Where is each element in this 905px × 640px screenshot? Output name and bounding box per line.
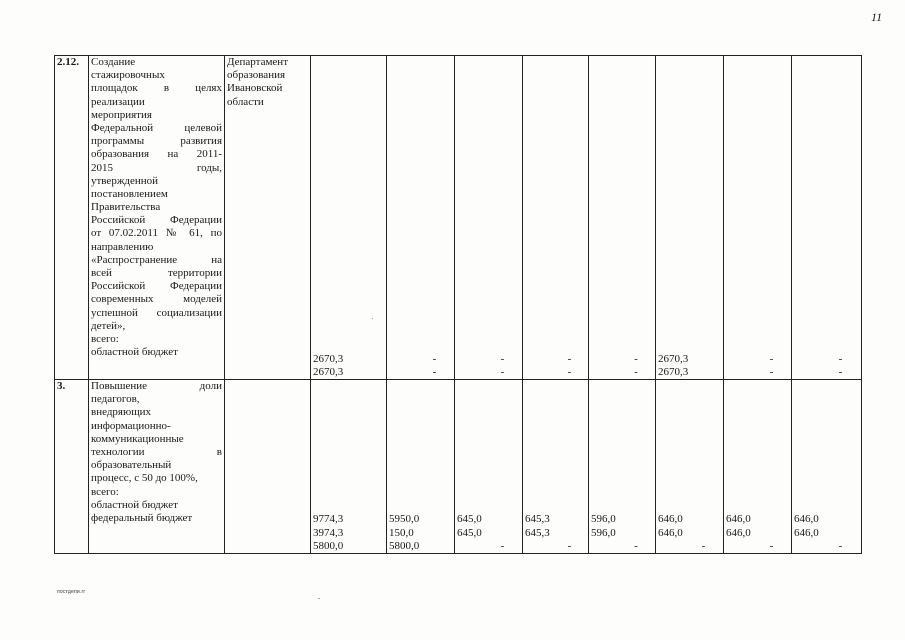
description-line: детей»,: [91, 319, 126, 332]
value: 3974,3: [313, 526, 344, 539]
value: -: [838, 352, 843, 365]
row-number: 3.: [55, 380, 89, 554]
value-cell: [589, 380, 656, 554]
value: 646,0: [794, 526, 819, 539]
value: 645,3: [525, 526, 550, 539]
description-line: направлению: [91, 240, 154, 253]
value: 596,0: [591, 526, 616, 539]
description-line: Создание: [91, 56, 136, 68]
description-line: всего:: [91, 485, 119, 498]
description-line: технологии в: [91, 445, 222, 458]
value: 5800,0: [313, 539, 344, 552]
value: 2670,3: [313, 352, 344, 365]
value-cell: [792, 56, 862, 380]
description-line: площадок в целях: [91, 82, 222, 95]
description-line: информационно-: [91, 419, 171, 432]
footer-mark: постдепи.rr: [57, 589, 86, 595]
scan-speck: [318, 598, 320, 599]
value: 646,0: [794, 513, 819, 526]
value: 150,0: [389, 526, 414, 539]
value-cell: [792, 380, 862, 554]
description-line: образования на 2011-: [91, 148, 222, 161]
responsible-line: области: [227, 95, 264, 108]
value: -: [500, 365, 505, 378]
page-number: 11: [871, 10, 883, 24]
value: 2670,3: [658, 352, 689, 365]
description-line: процесс, с 50 до 100%,: [91, 472, 198, 485]
row-number: 2.12.: [55, 56, 89, 380]
value-cell: [455, 380, 523, 554]
value: -: [500, 352, 505, 365]
value: 645,3: [525, 513, 550, 526]
value-cell: [387, 56, 455, 380]
description-line: Российской Федерации: [91, 214, 222, 227]
description-line: программы развития: [91, 135, 222, 148]
value-cell: [589, 56, 656, 380]
description-line: Российской Федерации: [91, 280, 222, 293]
value: 5950,0: [389, 513, 420, 526]
value-cell: [656, 56, 724, 380]
description-line: от 07.02.2011 № 61, по: [91, 227, 222, 240]
value: -: [769, 365, 774, 378]
responsible-party: [225, 56, 311, 380]
description-line: образовательный: [91, 459, 172, 472]
description-line: «Распространение на: [91, 253, 222, 266]
value: -: [838, 539, 843, 552]
responsible-line: Департамент: [227, 56, 289, 68]
value: 2670,3: [313, 365, 344, 378]
description-line: коммуникационные: [91, 432, 184, 445]
description-line: областной бюджет: [91, 498, 178, 511]
value: -: [769, 352, 774, 365]
value: -: [838, 365, 843, 378]
description-line: современных моделей: [91, 293, 222, 306]
value: -: [567, 365, 572, 378]
description-line: Повышение доли: [91, 380, 222, 392]
description-line: 2015 годы,: [91, 161, 222, 174]
responsible-line: Ивановской: [227, 82, 283, 95]
value: -: [432, 352, 437, 365]
table-row-2-12: [55, 56, 862, 380]
value: -: [634, 539, 638, 552]
value-cell-total: [311, 380, 387, 554]
value: 5800,0: [389, 539, 420, 552]
value-cell: [656, 380, 724, 554]
row-description: [89, 380, 225, 554]
value-cell: [455, 56, 523, 380]
row-description: [89, 56, 225, 380]
value-cell-total: [311, 56, 387, 380]
value-cell: [523, 380, 589, 554]
description-line: стажировочных: [91, 69, 165, 82]
description-line: постановлением: [91, 187, 168, 200]
description-line: внедряющих: [91, 406, 152, 419]
value: 646,0: [726, 513, 751, 526]
description-line: всей территории: [91, 267, 222, 279]
description-line: мероприятия: [91, 108, 152, 121]
scan-speck: [372, 318, 373, 319]
value: -: [634, 352, 638, 365]
value: 596,0: [591, 513, 616, 526]
value: 9774,3: [313, 513, 344, 526]
value: 645,0: [457, 526, 482, 539]
value: -: [500, 539, 505, 552]
budget-table: [54, 55, 862, 554]
value: 646,0: [658, 513, 683, 526]
description-line: областной бюджет: [91, 346, 178, 359]
description-line: Федеральной целевой: [91, 121, 222, 134]
value: 646,0: [658, 526, 683, 539]
value-cell: [523, 56, 589, 380]
value-cell: [387, 380, 455, 554]
description-line: реализации: [91, 95, 145, 108]
description-line: успешной социализации: [91, 306, 222, 319]
value: -: [432, 365, 437, 378]
description-line: педагогов,: [91, 393, 140, 406]
value: -: [769, 539, 774, 552]
description-line: всего:: [91, 332, 119, 345]
value-cell: [724, 56, 792, 380]
responsible-party: [225, 380, 311, 554]
value: 645,0: [457, 513, 482, 526]
value: -: [567, 539, 572, 552]
description-line: федеральный бюджет: [91, 511, 193, 524]
value: -: [701, 539, 706, 552]
table-row-3: [55, 380, 862, 554]
description-line: утвержденной: [91, 174, 159, 187]
value: 646,0: [726, 526, 751, 539]
description-line: Правительства: [91, 201, 161, 214]
value: 2670,3: [658, 365, 689, 378]
value: -: [634, 365, 638, 378]
responsible-line: образования: [227, 69, 286, 82]
value: -: [567, 352, 572, 365]
value-cell: [724, 380, 792, 554]
